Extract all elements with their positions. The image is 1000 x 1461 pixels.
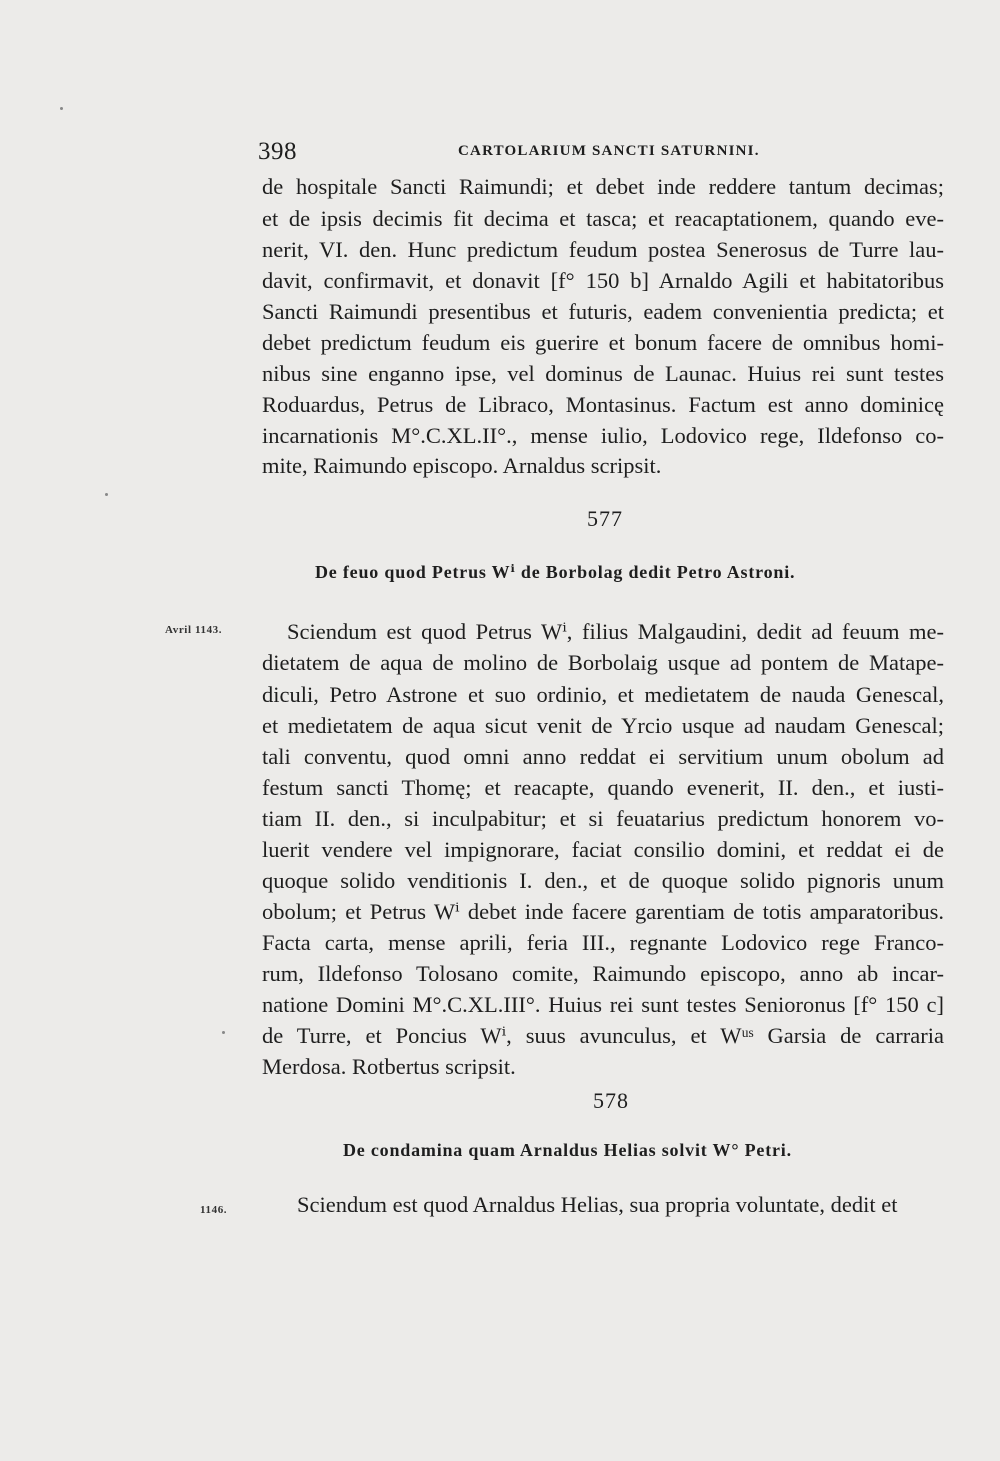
charter-title: De condamina quam Arnaldus Helias solvit W° Petri. <box>343 1140 792 1160</box>
text-line: diculi, Petro Astrone et suo ordinio, et medietatem de nauda Genescal, <box>262 682 944 707</box>
ink-speck <box>222 1031 225 1034</box>
ink-speck <box>105 493 108 496</box>
text-line: et de ipsis decimis fit decima et tasca; et reacaptationem, quando eve- <box>262 206 944 231</box>
margin-date: 1146. <box>200 1204 228 1216</box>
running-title: CARTOLARIUM SANCTI SATURNINI. <box>458 143 760 159</box>
margin-date: Avril 1143. <box>165 624 223 636</box>
text-line: de hospitale Sancti Raimundi; et debet inde reddere tantum decimas; <box>262 174 944 199</box>
text-line: tiam II. den., si inculpabitur; et si feuatarius predictum honorem vo- <box>262 806 944 831</box>
text-line: mite, Raimundo episcopo. Arnaldus scripsit. <box>262 453 662 478</box>
text-line: Sciendum est quod Arnaldus Helias, sua propria voluntate, dedit et <box>297 1192 898 1217</box>
page-number: 398 <box>258 138 297 165</box>
text-line: luerit vendere vel impignorare, faciat consilio domini, et reddat ei de <box>262 837 944 862</box>
text-line: Merdosa. Rotbertus scripsit. <box>262 1054 516 1079</box>
text-line: Roduardus, Petrus de Libraco, Montasinus. Factum est anno dominicę <box>262 392 944 417</box>
text-line: tali conventu, quod omni anno reddat ei servitium unum obolum ad <box>262 744 944 769</box>
text-line: de Turre, et Poncius Wⁱ, suus avunculus, et Wᵘˢ Garsia de carraria <box>262 1023 944 1048</box>
text-line: Sciendum est quod Petrus Wⁱ, filius Malgaudini, dedit ad feuum me- <box>287 619 944 644</box>
text-line: incarnationis M°.C.XL.II°., mense iulio, Lodovico rege, Ildefonso co- <box>262 423 944 448</box>
text-line: nibus sine enganno ipse, vel dominus de Launac. Huius rei sunt testes <box>262 361 944 386</box>
page-header <box>258 138 948 168</box>
charter-title: De feuo quod Petrus Wⁱ de Borbolag dedit Petro Astroni. <box>315 562 796 582</box>
text-line: dietatem de aqua de molino de Borbolaig usque ad pontem de Matape- <box>262 650 944 675</box>
text-line: Facta carta, mense aprili, feria III., regnante Lodovico rege Franco- <box>262 930 944 955</box>
text-line: debet predictum feudum eis guerire et bonum facere de omnibus homi- <box>262 330 944 355</box>
text-line: obolum; et Petrus Wⁱ debet inde facere garentiam de totis amparatoribus. <box>262 899 944 924</box>
text-line: quoque solido venditionis I. den., et de quoque solido pignoris unum <box>262 868 944 893</box>
text-line: rum, Ildefonso Tolosano comite, Raimundo episcopo, anno ab incar- <box>262 961 944 986</box>
text-line: et medietatem de aqua sicut venit de Yrcio usque ad naudam Genescal; <box>262 713 944 738</box>
charter-number: 578 <box>593 1088 629 1113</box>
text-line: natione Domini M°.C.XL.III°. Huius rei sunt testes Senioronus [f° 150 c] <box>262 992 944 1017</box>
charter-number: 577 <box>587 506 623 531</box>
text-line: nerit, VI. den. Hunc predictum feudum postea Senerosus de Turre lau- <box>262 237 944 262</box>
text-line: Sancti Raimundi presentibus et futuris, eadem convenientia predicta; et <box>262 299 944 324</box>
ink-speck <box>60 107 63 110</box>
text-line: festum sancti Thomę; et reacapte, quando evenerit, II. den., et iusti- <box>262 775 944 800</box>
text-line: davit, confirmavit, et donavit [f° 150 b] Arnaldo Agili et habitatoribus <box>262 268 944 293</box>
